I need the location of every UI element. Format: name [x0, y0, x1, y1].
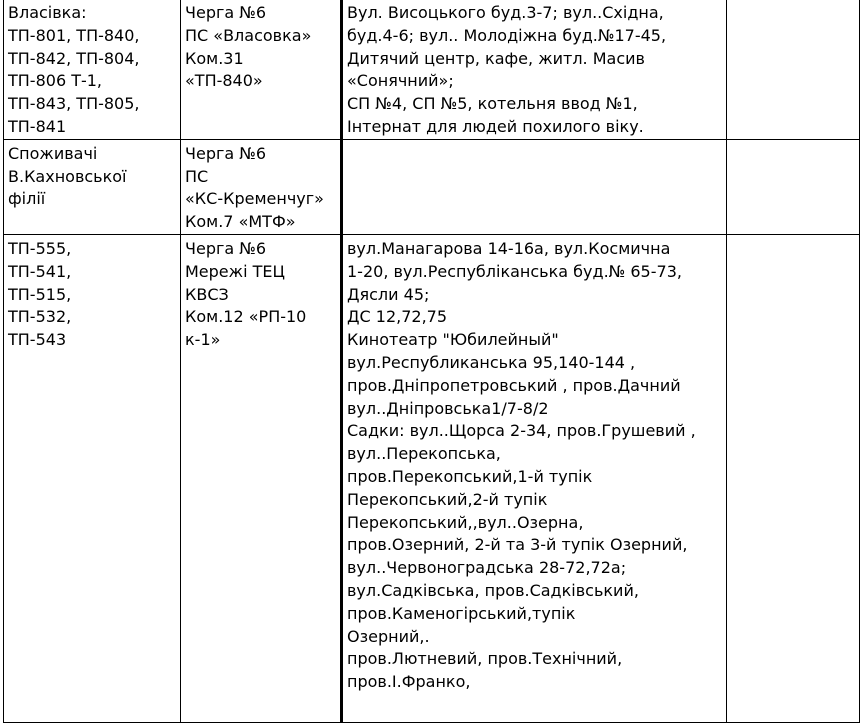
queue-cell: Черга №6 ПС «КС-Кременчуг» Ком.7 «МТФ»	[181, 139, 342, 234]
notes-cell	[727, 0, 860, 139]
queue-cell: Черга №6 Мережі ТЕЦ КВСЗ Ком.12 «РП-10 к-1»	[181, 234, 342, 722]
substations-cell: Власівка: ТП-801, ТП-840, ТП-842, ТП-804, ТП-806 Т-1, ТП-843, ТП-805, ТП-841	[4, 0, 181, 139]
addresses-cell: вул.Манагарова 14-16а, вул.Космична 1-20, вул.Республіканська буд.№ 65-73, Дясли 45; ДС 12,72,75 Кинотеатр "Юбилейный" вул.Республиканська 95,140-144 , пров.Дніпропетровський , пров.Дачний вул..Дніпровська1/7-8/2 Садки: вул..Щорса 2-34, пров.Грушевий , вул..Перекопська, пров.Перекопський,1-й тупік Перекопський,2-й тупік Перекопський,,вул..Озерна, пров.Озерний, 2-й та 3-й тупік Озерний, вул..Червоноградська 28-72,72а; вул.Садківська, пров.Садківський, пров.Каменогірський,тупік Озерний,. пров.Лютневий, пров.Технічний, пров.І.Франко,	[342, 234, 727, 722]
notes-cell	[727, 139, 860, 234]
table-row	[4, 139, 860, 234]
outage-schedule-table	[3, 0, 860, 723]
table-row	[4, 0, 860, 139]
substations-cell: Споживачі В.Кахновської філії	[4, 139, 181, 234]
table-row	[4, 234, 860, 722]
substations-cell: ТП-555, ТП-541, ТП-515, ТП-532, ТП-543	[4, 234, 181, 722]
addresses-cell: Вул. Висоцького буд.3-7; вул..Східна, буд.4-6; вул.. Молодіжна буд.№17-45, Дитячий центр, кафе, житл. Масив «Сонячний»; СП №4, СП №5, котельня ввод №1, Інтернат для людей похилого віку.	[342, 0, 727, 139]
addresses-cell	[342, 139, 727, 234]
notes-cell	[727, 234, 860, 722]
queue-cell: Черга №6 ПС «Власовка» Ком.31 «ТП-840»	[181, 0, 342, 139]
